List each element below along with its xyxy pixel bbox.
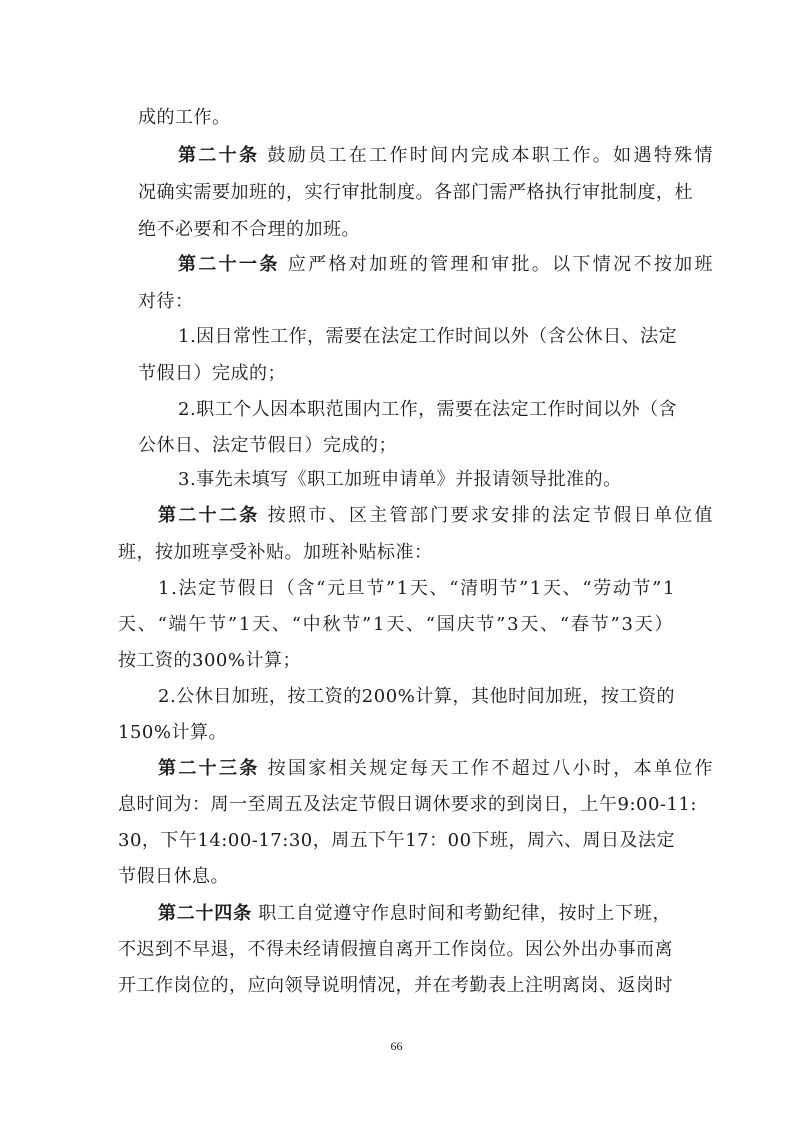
text-line [138,106,753,130]
text-line [158,504,773,528]
text-line [118,829,773,853]
text-line [178,398,773,422]
text-line [158,757,773,781]
article-heading: 第二十四条 [158,903,252,924]
text-line [138,218,753,242]
article-heading: 第二十二条 [158,505,260,526]
text-segment: 按国家相关规定每天工作不超过八小时，本单位作 [259,758,715,779]
text-line [118,541,753,565]
text-segment: 节假日）完成的； [138,363,286,384]
text-line [178,325,773,349]
text-line [158,902,773,926]
text-line [138,434,753,458]
article-heading: 第二十三条 [158,758,260,779]
text-segment: 成的工作。 [138,107,231,128]
text-segment: 息时间为：周一至周五及法定节假日调休要求的到岗日，上午9:00-11: [118,794,697,815]
text-segment: 对待： [138,291,194,312]
text-line [118,865,753,889]
page-number: 66 [390,1039,403,1053]
text-segment: 按工资的300%计算； [118,650,301,671]
text-segment: 2.公休日加班，按工资的200%计算，其他时间加班，按工资的 [158,686,676,707]
text-line [118,974,773,998]
text-segment: 不迟到不早退，不得未经请假擅自离开工作岗位。因公外出办事而离 [118,939,673,960]
text-line [178,468,753,492]
text-line [118,721,753,745]
text-line [178,144,773,168]
article-heading: 第二十条 [178,145,260,166]
text-segment: 应严格对加班的管理和审批。以下情况不按加班 [279,254,715,275]
text-segment: 职工自觉遵守作息时间和考勤纪律，按时上下班， [251,903,672,924]
text-line [138,181,773,205]
text-segment: 2.职工个人因本职范围内工作，需要在法定工作时间以外（含 [178,399,678,420]
text-line [118,613,773,637]
text-segment: 3.事先未填写《职工加班申请单》并报请领导批准的。 [178,469,622,490]
text-segment: 150%计算。 [118,722,227,743]
text-segment: 开工作岗位的，应向领导说明情况，并在考勤表上注明离岗、返岗时 [118,975,673,996]
text-segment: 公休日、法定节假日）完成的； [138,435,397,456]
text-segment: 况确实需要加班的，实行审批制度。各部门需严格执行审批制度，杜 [138,182,693,203]
text-line [158,685,773,709]
text-line [118,938,773,962]
text-segment: 天、“端午节”1天、“中秋节”1天、“国庆节”3天、“春节”3天） [118,614,675,635]
text-segment: 绝不必要和不合理的加班。 [138,219,360,240]
article-heading: 第二十一条 [178,254,280,275]
text-line [118,649,753,673]
text-line [178,253,773,277]
text-segment: 班，按加班享受补贴。加班补贴标准： [118,542,433,563]
text-line [158,577,773,601]
text-segment: 30，下午14:00-17:30，周五下午17：00下班，周六、周日及法定 [118,830,676,851]
text-segment: 节假日休息。 [118,866,229,887]
text-segment: 1.因日常性工作，需要在法定工作时间以外（含公休日、法定 [178,326,678,347]
text-line [118,793,773,817]
text-segment: 按照市、区主管部门要求安排的法定节假日单位值 [259,505,715,526]
text-line [138,290,753,314]
text-segment: 鼓励员工在工作时间内完成本职工作。如遇特殊情 [259,145,715,166]
text-segment: 1.法定节假日（含“元旦节”1天、“清明节”1天、“劳动节”1 [158,578,677,599]
text-line [138,362,753,386]
